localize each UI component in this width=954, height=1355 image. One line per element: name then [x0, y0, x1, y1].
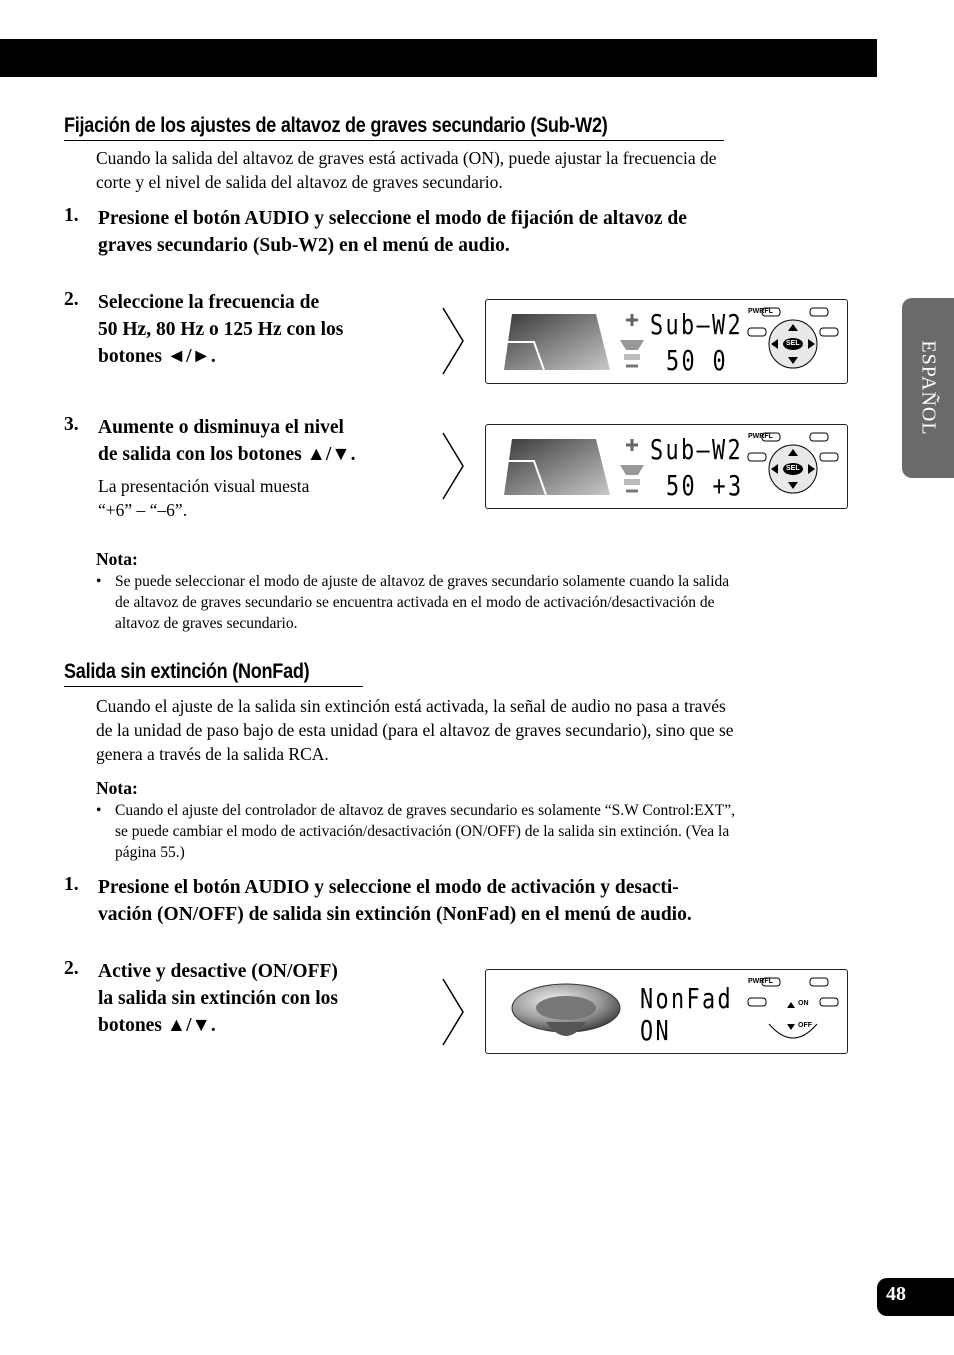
crossover-graph-icon [504, 312, 612, 372]
nota-heading: Nota: [96, 549, 138, 569]
section-title-underline [64, 686, 363, 687]
display-nonfad-on [485, 969, 848, 1054]
lcd-bottom-line: 50 0 [666, 344, 728, 377]
step-number: 1. [64, 205, 79, 226]
pwrfl-label: PWRFL [748, 978, 773, 985]
section1-intro: Cuando la salida del altavoz de graves está activada (ON), puede ajustar la frecuencia de corte y el nivel de salida del altavoz de graves secundario. [96, 148, 717, 192]
pointer-arrow-icon [441, 306, 467, 376]
display-sub-w2-50-0 [485, 299, 848, 384]
lcd-top-line: NonFad [640, 982, 733, 1015]
step-number: 1. [64, 874, 79, 895]
page-number: 48 [886, 1283, 906, 1305]
control-pad-icon [746, 976, 842, 1048]
level-plus-minus-icon [618, 435, 646, 497]
section-title-nonfad: Salida sin extinción (NonFad) [64, 660, 310, 683]
section2-note: Cuando el ajuste del controlador de altavoz de graves secundario es solamente “S.W Control:EXT”, se puede cambiar el modo de activación/desactivación (ON/OFF) de la salida sin extinción. (Vea la página 55.) [115, 802, 735, 861]
section2-step1: Presione el botón AUDIO y seleccione el modo de activación y desacti- vación (ON/OFF) de salida sin extinción (NonFad) en el menú de audio. [98, 877, 692, 925]
page-number-tab [877, 1278, 954, 1316]
on-label: ON [798, 1000, 809, 1007]
display-sub-w2-50-plus3 [485, 424, 848, 509]
section1-step3: Aumente o disminuya el nivel de salida con los botones ▲/▼. [98, 417, 356, 465]
language-tab [902, 298, 954, 478]
header-bar [0, 39, 877, 77]
language-tab-label: ESPAÑOL [917, 340, 940, 436]
section-title-sub-w2: Fijación de los ajustes de altavoz de graves secundario (Sub-W2) [64, 114, 608, 137]
pointer-arrow-icon [441, 431, 467, 501]
pwrfl-label: PWRFL [748, 308, 773, 315]
bullet-icon: • [96, 802, 102, 819]
section1-note: Se puede seleccionar el modo de ajuste de altavoz de graves secundario solamente cuando la salida de altavoz de graves secundario se encuentra activada en el modo de activación/desactivación de altavoz de graves secundario. [115, 573, 730, 632]
step-number: 3. [64, 414, 79, 435]
nota-heading: Nota: [96, 778, 138, 798]
speaker-icon [510, 978, 622, 1046]
section2-step2: Active y desactive (ON/OFF) la salida sin extinción con los botones ▲/▼. [98, 961, 338, 1036]
crossover-graph-icon [504, 437, 612, 497]
pwrfl-label: PWRFL [748, 433, 773, 440]
step3-detail: La presentación visual muesta “+6” – “–6”. [98, 476, 310, 520]
lcd-top-line: Sub–W2 [650, 308, 743, 341]
section-title-underline [64, 140, 724, 141]
lcd-bottom-line: ON [640, 1014, 671, 1047]
level-plus-minus-icon [618, 310, 646, 372]
section1-step2: Seleccione la frecuencia de 50 Hz, 80 Hz o 125 Hz con los botones ◄/►. [98, 292, 344, 367]
section1-step1: Presione el botón AUDIO y seleccione el modo de fijación de altavoz de graves secundario (Sub-W2) en el menú de audio. [98, 208, 687, 256]
bullet-icon: • [96, 573, 102, 590]
pointer-arrow-icon [441, 977, 467, 1047]
step-number: 2. [64, 289, 79, 310]
lcd-bottom-line: 50 +3 [666, 469, 744, 502]
sel-label: SEL [786, 340, 800, 347]
lcd-top-line: Sub–W2 [650, 433, 743, 466]
section2-intro: Cuando el ajuste de la salida sin extinción está activada, la señal de audio no pasa a través de la unidad de paso bajo de esta unidad (para el altavoz de graves secundario), sino que se genera a través de la salida RCA. [96, 696, 734, 764]
step-number: 2. [64, 958, 79, 979]
off-label: OFF [798, 1022, 812, 1029]
sel-label: SEL [786, 465, 800, 472]
